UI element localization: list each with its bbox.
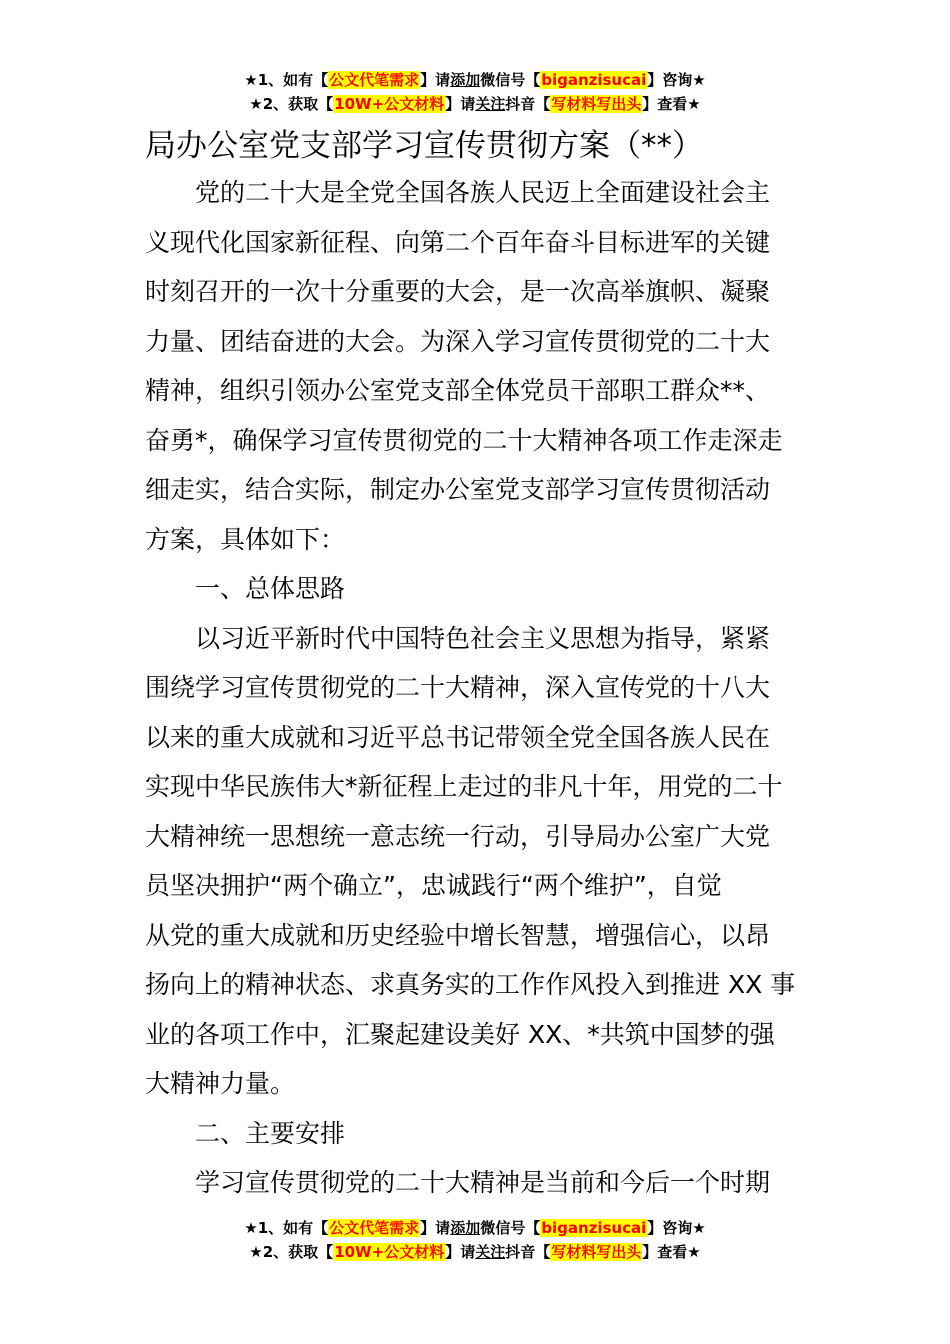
text-line: 以习近平新时代中国特色社会主义思想为指导，紧紧 (195, 623, 771, 653)
text-line: 员坚决拥护“两个确立”，忠诚践行“两个维护”，自觉 (145, 871, 722, 900)
promo-text: ★1、如有【 (244, 1219, 329, 1237)
promo-highlight: biganzisucai (541, 1219, 647, 1237)
text-line: 力量、团结奋进的大会。为深入学习宣传贯彻党的二十大 (145, 326, 771, 356)
promo-line-1 (0, 68, 950, 92)
text-line: 党的二十大是全党全国各族人民迈上全面建设社会主 (195, 178, 771, 207)
promo-text: 】咨询★ (647, 71, 706, 89)
promo-text: 微信号【 (480, 71, 541, 89)
promo-highlight: 公文代笔需求 (329, 1219, 420, 1237)
text-line: 大精神统一思想统一意志统一行动，引导局办公室广大党 (145, 821, 771, 851)
promo-text: 】请 (420, 71, 451, 89)
text-line: 业的各项工作中，汇聚起建设美好 XX、*共筑中国梦的强 (145, 1019, 775, 1049)
promo-line-2 (0, 1240, 950, 1264)
section-2-paragraph (145, 1158, 810, 1208)
text-line: 实现中华民族伟大*新征程上走过的非凡十年，用党的二十 (145, 772, 783, 801)
promo-text: 】咨询★ (647, 1219, 706, 1237)
document-body (145, 168, 810, 1208)
promo-text: 抖音【 (505, 1243, 551, 1261)
promo-line-1 (0, 1216, 950, 1240)
text-line: 奋勇*，确保学习宣传贯彻党的二十大精神各项工作走深走 (145, 425, 783, 455)
promo-highlight: 公文代笔需求 (329, 71, 420, 89)
promo-text: 】查看★ (642, 1243, 701, 1261)
text-line: 从党的重大成就和历史经验中增长智慧，增强信心，以昂 (145, 920, 771, 950)
text-line: 方案，具体如下： (145, 524, 346, 554)
promo-highlight: 写材料写出头 (551, 95, 642, 113)
promo-text: 抖音【 (505, 95, 551, 113)
promo-underlined: 添加 (450, 71, 481, 89)
promo-highlight: biganzisucai (541, 71, 647, 89)
promo-highlight: 10W+公文材料 (334, 95, 445, 113)
promo-text: 】请 (445, 1243, 476, 1261)
text-line: 精神，组织引领办公室党支部全体党员干部职工群众**、 (145, 376, 771, 405)
promo-underlined: 关注 (475, 95, 506, 113)
header-promo (0, 68, 950, 116)
section-heading-2: 二、主要安排 (195, 1118, 346, 1148)
promo-text: 】请 (420, 1219, 451, 1237)
text-line: 学习宣传贯彻党的二十大精神是当前和今后一个时期 (195, 1168, 771, 1197)
text-line: 义现代化国家新征程、向第二个百年奋斗目标进军的关键 (145, 227, 771, 257)
promo-highlight: 写材料写出头 (551, 1243, 642, 1261)
intro-paragraph (145, 168, 810, 564)
text-line: 围绕学习宣传贯彻党的二十大精神，深入宣传党的十八大 (145, 673, 771, 702)
promo-line-2 (0, 92, 950, 116)
section-heading-1: 一、总体思路 (195, 574, 346, 603)
text-line: 大精神力量。 (145, 1069, 296, 1098)
promo-text: 】查看★ (642, 95, 701, 113)
promo-highlight: 10W+公文材料 (334, 1243, 445, 1261)
text-line: 细走实，结合实际，制定办公室党支部学习宣传贯彻活动 (145, 475, 771, 504)
section-1-paragraph (145, 614, 810, 1109)
footer-promo (0, 1216, 950, 1264)
text-line: 以来的重大成就和习近平总书记带领全党全国各族人民在 (145, 722, 771, 752)
promo-text: ★2、获取【 (249, 1243, 334, 1261)
promo-text: ★1、如有【 (244, 71, 329, 89)
text-line: 扬向上的精神状态、求真务实的工作作风投入到推进 XX 事 (145, 970, 796, 999)
promo-text: 微信号【 (480, 1219, 541, 1237)
promo-text: ★2、获取【 (249, 95, 334, 113)
document-title: 局办公室党支部学习宣传贯彻方案（**） (145, 128, 703, 164)
promo-text: 】请 (445, 95, 476, 113)
promo-underlined: 添加 (450, 1219, 481, 1237)
text-line: 时刻召开的一次十分重要的大会，是一次高举旗帜、凝聚 (145, 277, 771, 306)
promo-underlined: 关注 (475, 1243, 506, 1261)
